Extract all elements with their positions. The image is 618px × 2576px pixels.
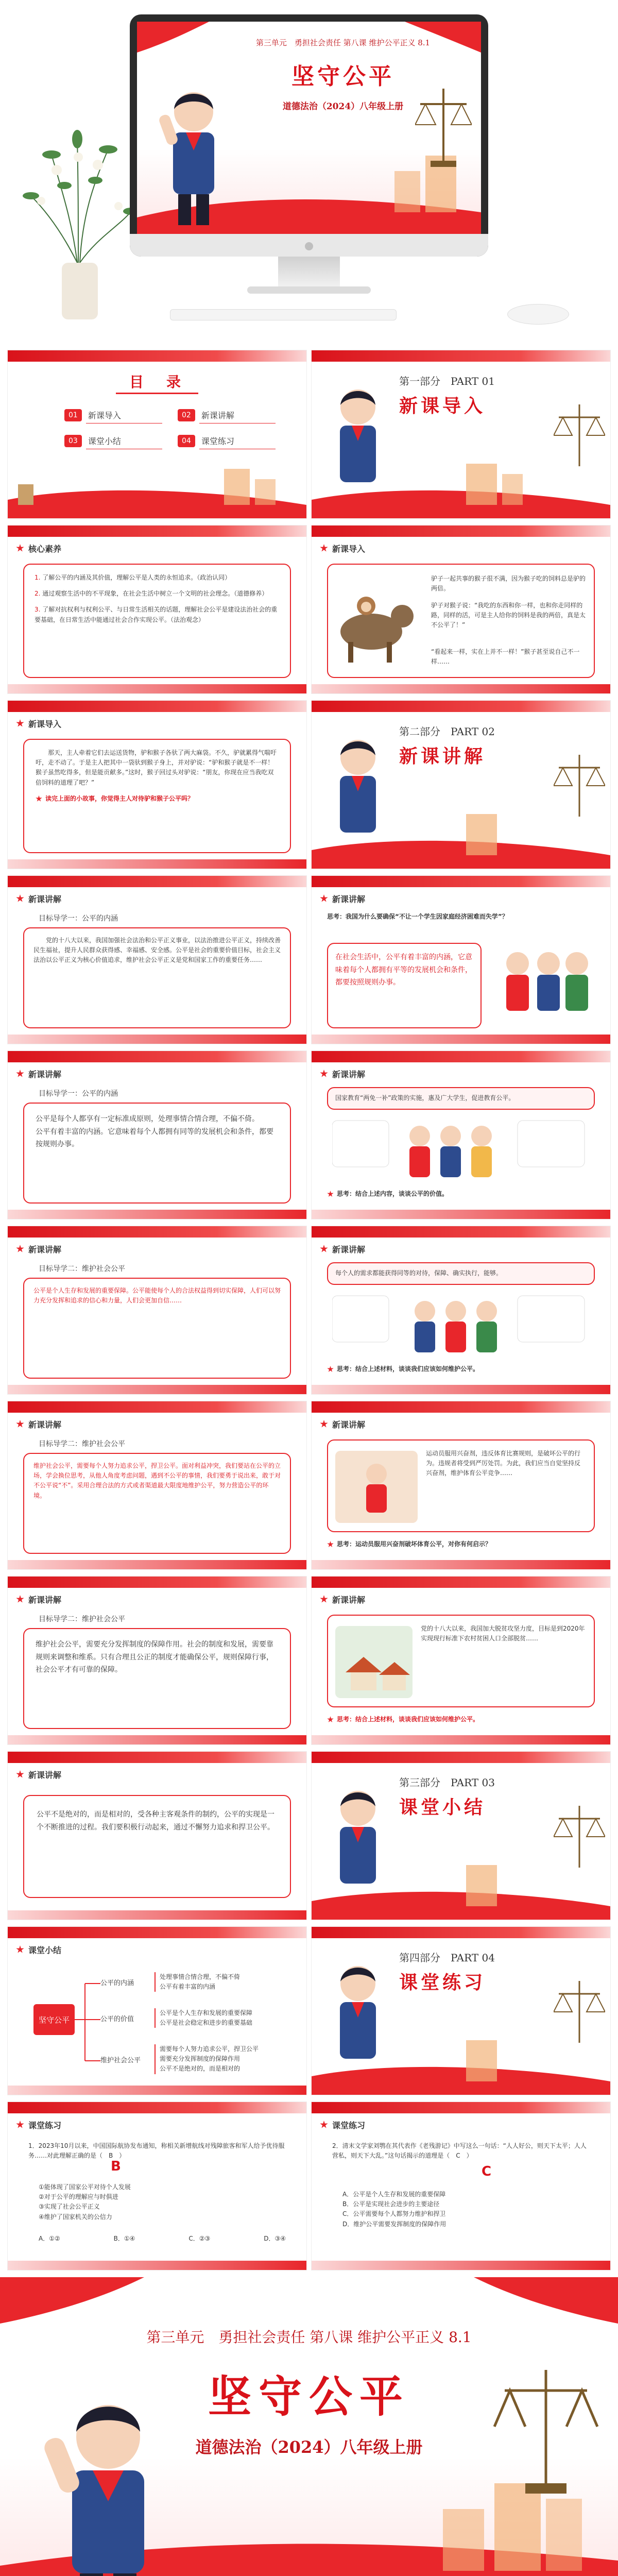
choice-c[interactable]: C．②③ <box>188 2235 211 2242</box>
saluting-student-illustration <box>158 83 230 233</box>
lecture5-target: 目标导学二：维护社会公平 <box>39 1265 125 1273</box>
part4-scale-icon <box>554 1978 605 2050</box>
slide-literacy <box>8 526 306 693</box>
literacy-item-2: 2. 通过观察生活中的不平现象，在社会生活中树立一个文明的社会理念。（道德修养） <box>35 590 268 598</box>
part1-title: 新课导入 <box>399 395 486 417</box>
lecture8-text: 运动员服用兴奋剂，违反体育比赛规则，是破坏公平的行为。违规者将受到严厉处罚。为此，我们应当自觉坚持反兴奋剂，维护体育公平竞争…… <box>426 1450 581 1477</box>
practice1-question: 1．2023年10月以来，中国国际航协发布通知，称相关新增航线对残障旅客和军人给予优待服务……对此理解正确的是（ B ） <box>28 2142 285 2160</box>
justice-scale-icon <box>415 83 472 171</box>
lecture3-header: 新课讲解 <box>28 1069 62 1079</box>
slide-lecture4 <box>312 1051 610 1219</box>
intro2-question: 读完上面的小故事，你觉得主人对待驴和猴子公平吗？ <box>45 794 194 802</box>
slide-intro2 <box>8 701 306 869</box>
summary-branch-1-title: 公平的内涵 <box>100 1979 134 1987</box>
part1-label: 第一部分 PART 01 <box>399 375 495 387</box>
practice1-header: 课堂练习 <box>28 2120 62 2130</box>
lecture9-header: 新课讲解 <box>28 1595 62 1605</box>
slide-lecture5 <box>8 1226 306 1394</box>
star-icon <box>320 1070 328 1078</box>
lecture5-card <box>23 1278 291 1379</box>
lecture4-think: 思考：结合上述内容，谈谈公平的价值。 <box>337 1190 449 1197</box>
final-subtitle: 道德法治（2024）八年级上册 <box>195 2437 423 2457</box>
star-icon <box>36 795 42 802</box>
lecture9-text: 维护社会公平，需要充分发挥制度的保障作用。社会的制度和发展，需要靠规则来调整和维系。只有合理且公正的制度才能确保公平，规则保障行事，社会公平才有可靠的保障。 <box>36 1640 273 1674</box>
toc-title-underline <box>116 393 198 394</box>
lecture1-card <box>23 927 291 1028</box>
summary-branch-2-title: 公平的价值 <box>100 2015 134 2023</box>
part3-scale-icon <box>554 1803 605 1875</box>
intro1-text-2: 驴子对猴子说：“我吃的东西和你一样，也和你走同样的路，同样的活，可是主人给你的饲料是我的两倍，真是太不公平了！” <box>431 602 586 629</box>
toc-item-2-num: 02 <box>178 409 195 421</box>
lecture6-quote: 每个人的需求都能获得同等的对待，保障、确实执行，能够。 <box>335 1269 503 1277</box>
apple-logo-icon <box>304 241 314 251</box>
star-icon <box>16 1595 24 1603</box>
intro1-text-3: “看起来一样，实在上并不一样！”猴子甚至说自己不一样…… <box>431 648 580 666</box>
slide-summary <box>8 1927 306 2095</box>
lecture3-target: 目标导学一：公平的内涵 <box>39 1090 118 1098</box>
slide-lecture6 <box>312 1226 610 1394</box>
slide-practice1 <box>8 2102 306 2270</box>
option-a[interactable]: A．公平是个人生存和发展的重要保障 <box>342 2191 446 2198</box>
slide-lecture8 <box>312 1401 610 1569</box>
part2-footer-decoration <box>312 814 610 869</box>
slide-lecture2 <box>312 876 610 1044</box>
lecture9-target: 目标导学二：维护社会公平 <box>39 1615 125 1623</box>
lecture1-text: 党的十八大以来，我国加强社会法治和公平正义事业，以法治推进公平正义，持续改善民生福祉，提升人民群众获得感、幸福感、安全感。公平是社会的重要价值目标，社会主义法治以公平正义为核心价值追求，维护社会公平正义是党和国家工作的重要任务…… <box>33 937 281 964</box>
practice2-header: 课堂练习 <box>332 2120 366 2130</box>
plant-vase-decoration <box>21 108 139 325</box>
star-icon <box>16 1420 24 1428</box>
part3-label: 第三部分 PART 03 <box>399 1776 495 1789</box>
part4-footer-decoration <box>312 2040 610 2095</box>
lecture11-text: 公平不是绝对的，而是相对的，受各种主客观条件的制约，公平的实现是一个不断推进的过程。我们要积极行动起来，通过不懈努力追求和捍卫公平。 <box>37 1810 274 1832</box>
mouse <box>507 304 569 325</box>
summary-branch-2-items: 公平是个人生存和发展的重要保障 公平是社会稳定和进步的重要基础 <box>154 2008 288 2028</box>
lecture7-target: 目标导学二：维护社会公平 <box>39 1440 125 1448</box>
toc-item-1-label: 新课导入 <box>86 407 162 423</box>
literacy-item-3: 3. 了解对抗权利与权利公平、与日常生活相关的话题，理解社会公平是建设法治社会的重要基础，在日常生活中能通过社会合作实现公平。（法治观念） <box>35 606 278 623</box>
slide-part4 <box>312 1927 610 2095</box>
lecture8-header: 新课讲解 <box>332 1419 366 1430</box>
summary-branch-3-items: 需要每个人努力追求公平，捍卫公平 需要充分发挥制度的保障作用 公平不是绝对的，而是相对的 <box>154 2044 288 2074</box>
final-title: 坚守公平 <box>208 2371 410 2422</box>
part3-footer-decoration <box>312 1865 610 1920</box>
star-icon <box>320 1245 328 1253</box>
toc-title: 目 录 <box>129 374 185 391</box>
lecture11-card <box>23 1795 291 1898</box>
monitor-stand <box>278 257 340 287</box>
lecture6-think: 思考：结合上述材料，谈谈我们应该如何维护公平。 <box>337 1365 479 1372</box>
lecture7-card <box>23 1453 291 1554</box>
intro2-card <box>23 739 291 853</box>
intro2-header: 新课导入 <box>28 719 62 729</box>
village-illustration <box>335 1626 413 1698</box>
literacy-header: 核心素养 <box>28 544 62 554</box>
star-icon <box>16 544 24 552</box>
slide-toc <box>8 350 306 518</box>
slide-final-title <box>0 2277 618 2576</box>
lecture10-text: 党的十八大以来，我国加大脱贫攻坚力度，目标是到2020年实现现行标准下农村贫困人口全部脱贫…… <box>421 1625 585 1642</box>
students-illustration <box>492 943 595 1028</box>
option-d[interactable]: D．维护公平需要发挥制度的保障作用 <box>342 2220 447 2228</box>
final-saluting-student-illustration <box>41 2391 175 2576</box>
choice-b[interactable]: B．①④ <box>113 2235 135 2242</box>
lecture6-quote-card <box>327 1262 595 1285</box>
slide-lecture3 <box>8 1051 306 1219</box>
lecture10-think-row <box>327 1715 479 1724</box>
practice1-answer: B <box>111 2159 121 2174</box>
slide-practice2 <box>312 2102 610 2270</box>
slide-intro1 <box>312 526 610 693</box>
star-icon <box>16 1945 24 1954</box>
slide-lecture11 <box>8 1752 306 1920</box>
star-icon <box>327 1716 334 1723</box>
lecture4-think-row <box>327 1189 448 1199</box>
star-icon <box>16 1245 24 1253</box>
intro1-card <box>327 564 595 678</box>
choice-d[interactable]: D．③④ <box>264 2235 286 2242</box>
toc-footer-decoration <box>8 464 306 518</box>
practice1-options: ①能体现了国家公平对待个人发展 ②对于公平的理解应与时俱进 ③实现了社会公平正义 ④维护了国家机关的公信力 <box>39 2183 131 2221</box>
option-b[interactable]: B．公平是实现社会进步的主要途径 <box>342 2200 440 2208</box>
part2-scale-icon <box>554 752 605 824</box>
literacy-card <box>23 564 291 678</box>
lecture8-think: 思考：运动员服用兴奋剂破坏体育公平，对你有何启示？ <box>337 1540 492 1548</box>
star-icon <box>320 2121 328 2129</box>
lecture3-text: 公平是每个人都享有一定标准成原则，处理事情合情合理，不偏不倚。 公平有着丰富的内涵。它意味着每个人都拥有同等的发展机会和条件，都要按规则办事。 <box>36 1115 273 1148</box>
part1-scale-icon <box>554 402 605 474</box>
part2-title: 新课讲解 <box>399 745 486 767</box>
lecture8-card <box>327 1439 595 1532</box>
toc-item-3[interactable] <box>64 432 162 450</box>
star-icon <box>16 719 24 727</box>
practice2-question: 2．清末文学家刘鹗在其代表作《老残游记》中写这么一句话：“人人好公，则天下太平；人人营私，则天下大乱。”这句话揭示的道理是（ C ） <box>332 2142 587 2160</box>
screen-unit-line: 第三单元 勇担社会责任 第八课 维护公平正义 8.1 <box>255 38 431 47</box>
slide-lecture1 <box>8 876 306 1044</box>
toc-item-4-label: 课堂练习 <box>199 433 276 449</box>
intro1-header: 新课导入 <box>332 544 366 554</box>
lecture4-quote-card <box>327 1087 595 1110</box>
toc-item-3-label: 课堂小结 <box>86 433 162 449</box>
children-group-illustration <box>332 1291 590 1358</box>
toc-item-2[interactable] <box>178 406 276 425</box>
screen-subtitle: 道德法治（2024）八年级上册 <box>282 101 404 112</box>
toc-item-2-label: 新课讲解 <box>199 407 276 423</box>
practice2-options <box>342 2190 590 2229</box>
screen-title: 坚守公平 <box>291 63 394 90</box>
lecture2-card <box>327 943 482 1028</box>
literacy-item-1: 1. 了解公平的内涵及其价值，理解公平是人类的永恒追求。（政治认同） <box>35 574 231 581</box>
athlete-illustration <box>335 1451 418 1523</box>
monitor-stand-base <box>247 286 371 294</box>
monitor-screen <box>137 22 481 234</box>
part4-label: 第四部分 PART 04 <box>399 1952 495 1964</box>
intro2-question-row <box>36 794 279 804</box>
lecture4-header: 新课讲解 <box>332 1069 366 1079</box>
lecture6-think-row <box>327 1364 479 1374</box>
children-illustration <box>332 1115 590 1182</box>
toc-item-4-num: 04 <box>178 435 195 447</box>
slide-part3 <box>312 1752 610 1920</box>
lecture10-card <box>327 1615 595 1707</box>
toc-item-3-num: 03 <box>64 435 82 447</box>
lecture3-card <box>23 1103 291 1204</box>
choice-a[interactable]: A．①② <box>39 2235 60 2242</box>
part2-label: 第二部分 PART 02 <box>399 725 495 738</box>
slide-part1 <box>312 350 610 518</box>
lecture2-think: 思考：我国为什么要确保“不让一个学生因家庭经济困难而失学”？ <box>327 913 508 920</box>
star-icon <box>16 1070 24 1078</box>
intro2-text: 那天，主人牵着它们去运送货物，驴和猴子各驮了两大麻袋。不久，驴就累得气喘吁吁，走不动了。于是主人把其中一袋驮到猴子身上，并对驴说：“驴和猴子就是不一样！猴子虽然吃得多，但是能贡献多。”这时，猴子回过头对驴说：“朋友，你现在应当我吃双倍饲料的道理了吧？” <box>36 749 277 786</box>
practice2-answer: C <box>482 2164 492 2179</box>
part3-title: 课堂小结 <box>399 1797 486 1818</box>
toc-item-1[interactable] <box>64 406 162 425</box>
star-icon <box>320 544 328 552</box>
summary-center: 坚守公平 <box>33 2004 75 2035</box>
summary-branch-1-items: 处理事情合情合理，不偏不倚 公平有着丰富的内涵 <box>154 1972 288 1992</box>
slide-lecture10 <box>312 1577 610 1744</box>
lecture5-text: 公平是个人生存和发展的重要保障。公平能使每个人的合法权益得到切实保障，人们可以努力充分发挥和追求的信心和力量，人们会更加自信…… <box>33 1287 281 1304</box>
lecture5-header: 新课讲解 <box>28 1244 62 1255</box>
summary-branch-3-title: 维护社会公平 <box>100 2057 141 2064</box>
lecture2-answer: 在社会生活中，公平有着丰富的内涵，它意味着每个人都拥有平等的发展机会和条件，都要按照规则办事。 <box>335 953 472 987</box>
lecture7-header: 新课讲解 <box>28 1419 62 1430</box>
monitor-chin <box>130 234 488 257</box>
option-c[interactable]: C．公平需要每个人都努力维护和捍卫 <box>342 2210 446 2218</box>
star-icon <box>327 1366 334 1372</box>
toc-item-1-num: 01 <box>64 409 82 421</box>
lecture10-think: 思考：结合上述材料，谈谈我们应该如何维护公平。 <box>337 1716 479 1723</box>
summary-header: 课堂小结 <box>28 1945 62 1955</box>
lecture7-text: 维护社会公平，需要每个人努力追求公平，捍卫公平。面对利益冲突，我们要站在公平的立场，学会换位思考，从他人角度考虑问题，遇到不公平的事情，我们要勇于说出来，敢于对不公平说“不”。采用合理合法的方式或者渠道最大限度地维护公平，努力营造公平的环境。 <box>33 1462 281 1499</box>
donkey-monkey-illustration <box>335 575 423 668</box>
star-icon <box>320 1420 328 1428</box>
slide-part2 <box>312 701 610 869</box>
lecture6-header: 新课讲解 <box>332 1244 366 1255</box>
lecture1-target: 目标导学一：公平的内涵 <box>39 914 118 923</box>
lecture4-quote: 国家教育“两免一补”政策的实施，惠及广大学生，促进教育公平。 <box>335 1094 515 1101</box>
lecture1-header: 新课讲解 <box>28 894 62 904</box>
star-icon <box>16 894 24 903</box>
star-icon <box>327 1191 334 1197</box>
star-icon <box>320 1595 328 1603</box>
hero-section <box>0 0 618 343</box>
practice1-choices <box>39 2234 286 2244</box>
star-icon <box>320 894 328 903</box>
part1-footer-decoration <box>312 464 610 518</box>
toc-item-4[interactable] <box>178 432 276 450</box>
part4-title: 课堂练习 <box>399 1972 486 1993</box>
lecture11-header: 新课讲解 <box>28 1770 62 1780</box>
final-unit-line: 第三单元 勇担社会责任 第八课 维护公平正义 8.1 <box>146 2329 472 2346</box>
lecture8-think-row <box>327 1539 491 1549</box>
slide-lecture7 <box>8 1401 306 1569</box>
keyboard <box>170 309 397 320</box>
lecture9-card <box>23 1628 291 1729</box>
star-icon <box>16 2121 24 2129</box>
slide-lecture9 <box>8 1577 306 1744</box>
star-icon <box>327 1541 334 1548</box>
intro1-text-1: 驴子一起共事的猴子很不满，因为猴子吃的饲料总是驴的两倍。 <box>431 575 586 592</box>
lecture10-header: 新课讲解 <box>332 1595 366 1605</box>
star-icon <box>16 1770 24 1778</box>
lecture2-header: 新课讲解 <box>332 894 366 904</box>
monitor <box>130 14 488 257</box>
